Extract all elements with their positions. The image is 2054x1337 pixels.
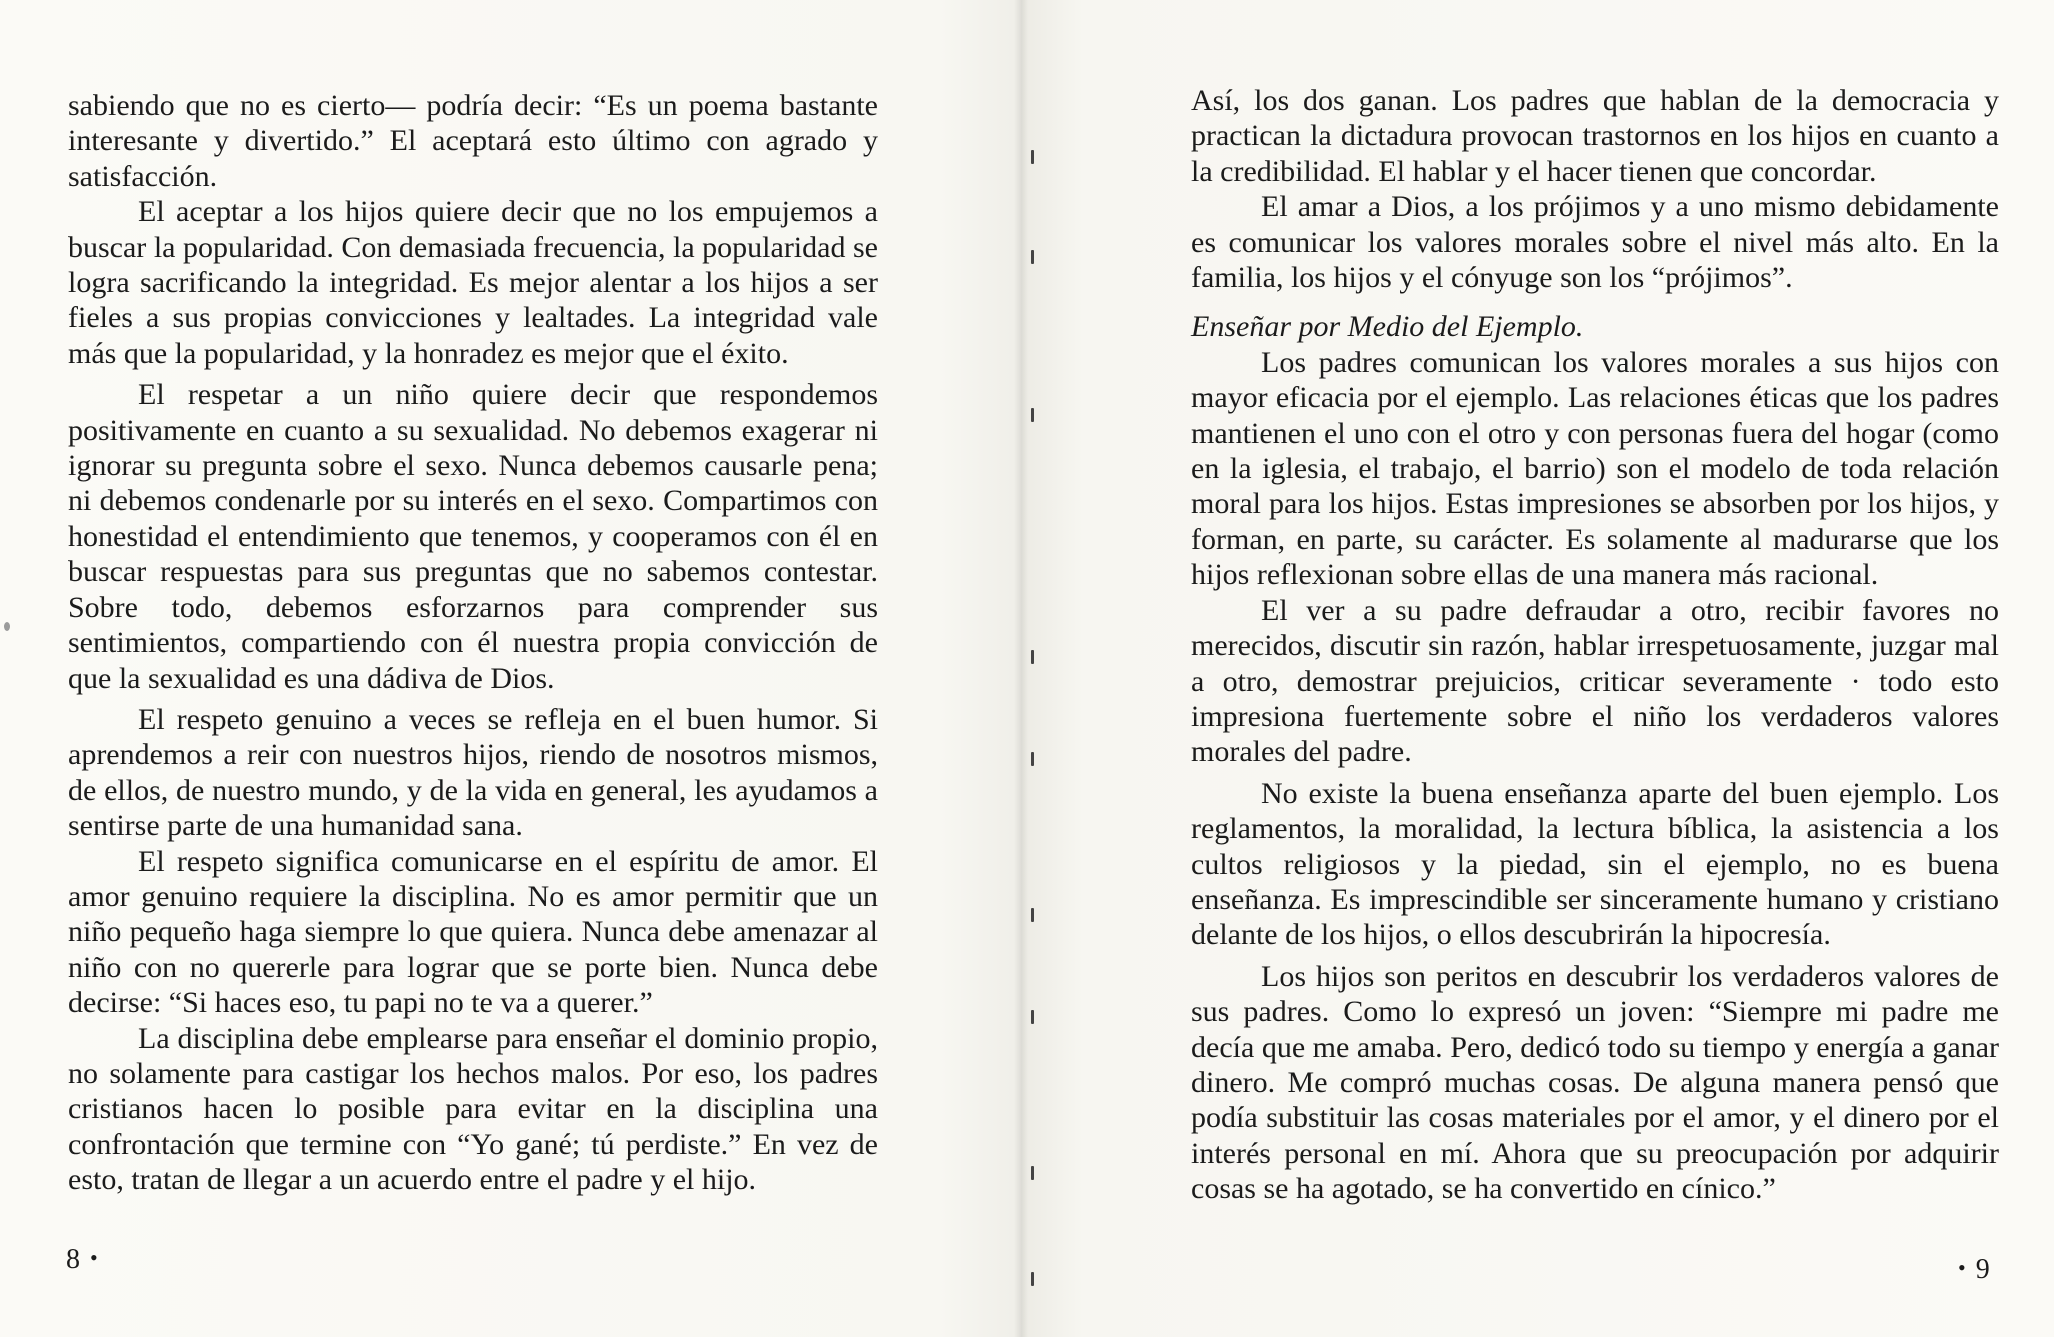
page-number-left	[66, 1244, 108, 1276]
right-page-text	[1191, 83, 1999, 1207]
paper-speck	[4, 622, 10, 631]
paragraph: El aceptar a los hijos quiere decir que no los empujemos a buscar la popularidad. Con demasiada frecuencia, la popularidad se logra sacrificando la integridad. Es mejor alentar a los hijos a ser fieles a sus propias convicciones y lealtades. La integridad vale más que la popularidad, y la honradez es mejor que el éxito.	[68, 195, 878, 370]
paragraph: El ver a su padre defraudar a otro, recibir favores no merecidos, discutir sin razón, hablar irrespetuosamente, juzgar mal a otro, demostrar prejuicios, criticar severamente · todo esto impresiona fuertemente sobre el niño los verdaderos valores morales del padre.	[1191, 593, 1999, 769]
page-number: 9	[1975, 1254, 1990, 1285]
paragraph: El respeto significa comunicarse en el espíritu de amor. El amor genuino requiere la disciplina. No es amor permitir que un niño pequeño haga siempre lo que quiera. Nunca debe amenazar al niño con no quererle para lograr que se porte bien. Nunca debe decirse: “Si haces eso, tu papi no te va a querer.”	[68, 844, 878, 1020]
binding-stitch	[1031, 1166, 1034, 1180]
folio-dot: •	[1958, 1255, 1966, 1280]
paragraph: No existe la buena enseñanza aparte del buen ejemplo. Los reglamentos, la moralidad, la lectura bíblica, la asistencia a los cultos religiosos y la piedad, sin el ejemplo, no es buena enseñanza. Es imprescindible ser sinceramente humano y cristiano delante de los hijos, o ellos descubrirán la hipocresía.	[1191, 776, 1999, 952]
paragraph: La disciplina debe emplearse para enseñar el dominio propio, no solamente para castigar los hechos malos. Por eso, los padres cristianos hacen lo posible para evitar en la disciplina una confrontación que termine con “Yo gané; tú perdiste.” En vez de esto, tratan de llegar a un acuerdo entre el padre y el hijo.	[68, 1021, 878, 1197]
paragraph: Los padres comunican los valores morales a sus hijos con mayor eficacia por el ejemplo. Las relaciones éticas que los padres mantienen el uno con el otro y con personas fuera del hogar (como en la iglesia, el trabajo, el barrio) son el modelo de toda relación moral para los hijos. Estas impresiones se absorben por los hijos, y forman, en parte, su carácter. Es solamente al madurarse que los hijos reflexionan sobre ellas de una manera más racional.	[1191, 345, 1999, 592]
binding-stitch	[1031, 650, 1034, 664]
binding-stitch	[1031, 150, 1034, 164]
paragraph: El respetar a un niño quiere decir que respondemos positivamente en cuanto a su sexualidad. No debemos exagerar ni ignorar su pregunta sobre el sexo. Nunca debemos causarle pena; ni debemos condenarle por su interés en el sexo. Compartimos con honestidad el entendimiento que tenemos, y cooperamos con él en buscar respuestas para sus preguntas que no sabemos contestar. Sobre todo, debemos esforzarnos para comprender sus sentimientos, compartiendo con él nuestra propia convicción de que la sexualidad es una dádiva de Dios.	[68, 378, 878, 695]
page-number: 8	[66, 1244, 80, 1275]
paragraph: El amar a Dios, a los prójimos y a uno mismo debidamente es comunicar los valores morales sobre el nivel más alto. En la familia, los hijos y el cónyuge son los “prójimos”.	[1191, 190, 1999, 295]
book-gutter	[1014, 0, 1028, 1337]
paragraph: sabiendo que no es cierto— podría decir: “Es un poema bastante interesante y divertido.” El aceptará esto último con agrado y satisfacción.	[68, 89, 878, 193]
binding-stitch	[1031, 408, 1034, 422]
section-heading: Enseñar por Medio del Ejemplo.	[1191, 310, 1584, 344]
left-page-text	[68, 88, 878, 1198]
left-page	[0, 0, 1021, 1337]
binding-stitch	[1031, 908, 1034, 922]
binding-stitch	[1031, 250, 1034, 264]
paragraph: Así, los dos ganan. Los padres que hablan de la democracia y practican la dictadura provocan trastornos en los hijos en cuanto a la credibilidad. El hablar y el hacer tienen que concordar.	[1191, 84, 1999, 188]
page-number-right	[1948, 1254, 1990, 1286]
binding-stitch	[1031, 1010, 1034, 1024]
folio-dot: •	[90, 1245, 98, 1270]
binding-stitch	[1031, 752, 1034, 766]
binding-stitch	[1031, 1272, 1034, 1286]
paragraph: El respeto genuino a veces se refleja en el buen humor. Si aprendemos a reir con nuestros hijos, riendo de nosotros mismos, de ellos, de nuestro mundo, y de la vida en general, les ayudamos a sentirse parte de una humanidad sana.	[68, 702, 878, 843]
paragraph: Los hijos son peritos en descubrir los verdaderos valores de sus padres. Como lo expresó un joven: “Siempre mi padre me decía que me amaba. Pero, dedicó todo su tiempo y energía a ganar dinero. Me compró muchas cosas. De alguna manera pensó que podía substituir las cosas materiales por el amor, y el dinero por el interés personal en mí. Ahora que su preocupación por adquirir cosas se ha agotado, se ha convertido en cínico.”	[1191, 959, 1999, 1206]
